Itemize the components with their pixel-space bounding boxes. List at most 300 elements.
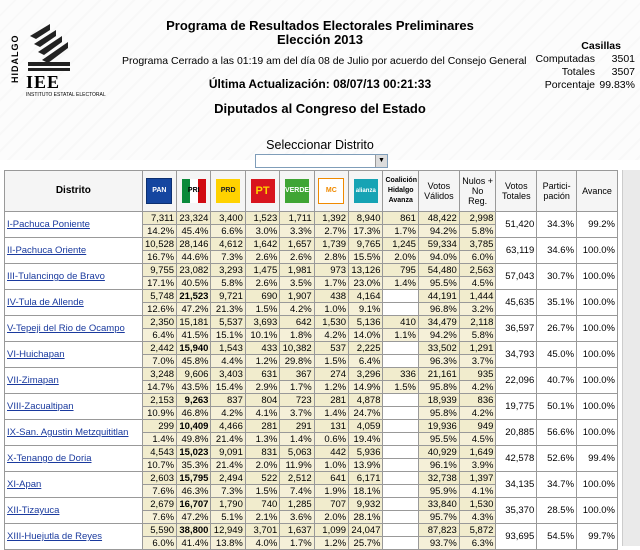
vote-cell: 5,872 — [459, 524, 496, 537]
percent-cell: 95.7% — [418, 511, 459, 524]
percent-cell: 3.5% — [280, 277, 314, 290]
vote-cell: 32,738 — [418, 472, 459, 485]
progress-cell: 100.0% — [577, 264, 618, 290]
percent-cell: 7.6% — [142, 485, 176, 498]
progress-cell: 100.0% — [577, 498, 618, 524]
participation-cell: 30.7% — [537, 264, 577, 290]
col-prd — [211, 171, 245, 212]
district-link[interactable]: V-Tepeji del Rio de Ocampo — [7, 323, 125, 334]
total-votes-cell: 57,043 — [496, 264, 537, 290]
vote-cell: 299 — [142, 420, 176, 433]
percent-cell: 1.7% — [383, 225, 418, 238]
vote-cell: 723 — [280, 394, 314, 407]
percent-cell — [383, 485, 418, 498]
percent-cell: 6.0% — [142, 537, 176, 550]
progress-cell: 100.0% — [577, 290, 618, 316]
vote-cell: 3,293 — [211, 264, 245, 277]
vote-cell: 1,397 — [459, 472, 496, 485]
vote-cell: 15,795 — [177, 472, 211, 485]
percent-cell: 4.0% — [245, 537, 279, 550]
district-link[interactable]: X-Tenango de Doria — [7, 453, 92, 464]
percent-cell: 4.2% — [459, 381, 496, 394]
col-nueva-alianza — [349, 171, 383, 212]
district-link[interactable]: I-Pachuca Poniente — [7, 219, 90, 230]
district-select[interactable] — [255, 154, 388, 168]
vote-cell: 54,480 — [418, 264, 459, 277]
vote-cell: 12,949 — [211, 524, 245, 537]
last-update: Última Actualización: 08/07/13 00:21:33 — [208, 77, 432, 91]
district-link-cell — [5, 316, 143, 342]
percent-cell: 15.5% — [349, 251, 383, 264]
vote-cell: 23,082 — [177, 264, 211, 277]
vote-cell: 24,047 — [349, 524, 383, 537]
percent-cell — [383, 537, 418, 550]
percent-cell: 7.0% — [142, 355, 176, 368]
participation-cell: 45.0% — [537, 342, 577, 368]
vote-cell: 631 — [245, 368, 279, 381]
vote-cell: 281 — [314, 394, 348, 407]
percent-cell: 1.2% — [314, 381, 348, 394]
vote-cell — [383, 498, 418, 511]
vote-cell: 2,603 — [142, 472, 176, 485]
percent-cell: 5.8% — [459, 225, 496, 238]
table-row — [5, 212, 618, 225]
col-totales: Votos Totales — [496, 171, 537, 212]
progress-cell: 100.0% — [577, 238, 618, 264]
vote-cell: 973 — [314, 264, 348, 277]
vote-cell: 291 — [280, 420, 314, 433]
percent-cell: 2.6% — [245, 277, 279, 290]
vote-cell: 1,285 — [280, 498, 314, 511]
percent-cell: 16.7% — [142, 251, 176, 264]
col-verde — [280, 171, 314, 212]
vote-cell: 15,181 — [177, 316, 211, 329]
vote-cell: 48,422 — [418, 212, 459, 225]
percent-cell: 4.2% — [280, 303, 314, 316]
alianza-logo-icon: alianza — [354, 179, 378, 203]
percent-cell: 35.3% — [177, 459, 211, 472]
table-row — [5, 498, 618, 511]
percent-cell: 5.1% — [211, 511, 245, 524]
district-link[interactable]: VI-Huichapan — [7, 349, 65, 360]
percent-cell: 96.3% — [418, 355, 459, 368]
percent-cell: 14.2% — [142, 225, 176, 238]
progress-cell: 99.4% — [577, 446, 618, 472]
vote-cell: 740 — [245, 498, 279, 511]
percent-cell: 2.1% — [245, 511, 279, 524]
vote-cell: 2,512 — [280, 472, 314, 485]
progress-cell: 100.0% — [577, 472, 618, 498]
table-row — [5, 368, 618, 381]
percent-cell: 46.3% — [177, 485, 211, 498]
percent-cell: 15.1% — [211, 329, 245, 342]
progress-cell: 99.7% — [577, 524, 618, 550]
percent-cell — [383, 433, 418, 446]
percent-cell: 3.9% — [459, 459, 496, 472]
casillas-label: Computadas — [535, 53, 595, 65]
percent-cell: 11.9% — [280, 459, 314, 472]
vote-cell: 15,023 — [177, 446, 211, 459]
district-link[interactable]: II-Pachuca Oriente — [7, 245, 87, 256]
total-votes-cell: 34,793 — [496, 342, 537, 368]
total-votes-cell: 34,135 — [496, 472, 537, 498]
vote-cell: 795 — [383, 264, 418, 277]
vertical-scrollbar[interactable] — [622, 170, 640, 546]
district-link-cell — [5, 290, 143, 316]
participation-cell: 35.1% — [537, 290, 577, 316]
vote-cell: 3,693 — [245, 316, 279, 329]
percent-cell: 1.5% — [383, 381, 418, 394]
percent-cell: 95.5% — [418, 277, 459, 290]
casillas-row — [530, 79, 635, 91]
progress-cell: 100.0% — [577, 316, 618, 342]
district-link-cell — [5, 394, 143, 420]
percent-cell: 21.4% — [211, 459, 245, 472]
total-votes-cell: 51,420 — [496, 212, 537, 238]
casillas-row — [530, 66, 635, 78]
percent-cell: 44.6% — [177, 251, 211, 264]
district-link[interactable]: XIII-Huejutla de Reyes — [7, 531, 103, 542]
percent-cell: 40.5% — [177, 277, 211, 290]
vote-cell: 1,291 — [459, 342, 496, 355]
progress-cell: 100.0% — [577, 420, 618, 446]
vote-cell: 1,739 — [314, 238, 348, 251]
percent-cell: 28.1% — [349, 511, 383, 524]
vote-cell: 2,153 — [142, 394, 176, 407]
logo-state-text: HIDALGO — [10, 34, 20, 84]
progress-cell: 100.0% — [577, 368, 618, 394]
vote-cell: 1,530 — [314, 316, 348, 329]
percent-cell: 17.3% — [349, 225, 383, 238]
vote-cell — [383, 420, 418, 433]
col-avance: Avance — [577, 171, 618, 212]
vote-cell: 13,126 — [349, 264, 383, 277]
vote-cell: 2,998 — [459, 212, 496, 225]
percent-cell: 3.3% — [280, 225, 314, 238]
vote-cell: 438 — [314, 290, 348, 303]
casillas-label: Totales — [561, 66, 595, 78]
vote-cell: 33,502 — [418, 342, 459, 355]
percent-cell: 10.1% — [245, 329, 279, 342]
casillas-value: 99.83% — [599, 79, 635, 91]
vote-cell: 2,563 — [459, 264, 496, 277]
vote-cell: 949 — [459, 420, 496, 433]
page-title: Programa de Resultados Electorales Preliminares — [166, 18, 474, 33]
vote-cell: 9,091 — [211, 446, 245, 459]
participation-cell: 40.7% — [537, 368, 577, 394]
progress-cell: 99.2% — [577, 212, 618, 238]
vote-cell: 19,936 — [418, 420, 459, 433]
col-participacion: Partici- pación — [537, 171, 577, 212]
col-pt — [245, 171, 279, 212]
vote-cell: 4,059 — [349, 420, 383, 433]
casillas-value: 3507 — [611, 66, 635, 78]
percent-cell: 0.6% — [314, 433, 348, 446]
percent-cell: 7.4% — [280, 485, 314, 498]
progress-cell: 100.0% — [577, 342, 618, 368]
closed-note: Programa Cerrado a las 01:19 am del día 08 de Julio por acuerdo del Consejo General — [122, 55, 527, 67]
table-row — [5, 238, 618, 251]
total-votes-cell: 35,370 — [496, 498, 537, 524]
vote-cell: 10,409 — [177, 420, 211, 433]
vote-cell: 5,590 — [142, 524, 176, 537]
percent-cell: 1.1% — [383, 329, 418, 342]
percent-cell: 47.2% — [177, 511, 211, 524]
district-link-cell — [5, 368, 143, 394]
district-link[interactable]: IX-San. Agustin Metzquititlan — [7, 427, 129, 438]
col-nulos: Nulos + No Reg. — [459, 171, 496, 212]
vote-cell: 522 — [245, 472, 279, 485]
casillas-summary — [530, 40, 635, 91]
percent-cell: 7.6% — [142, 511, 176, 524]
percent-cell: 1.5% — [245, 303, 279, 316]
vote-cell: 21,523 — [177, 290, 211, 303]
percent-cell: 14.9% — [349, 381, 383, 394]
percent-cell: 19.4% — [349, 433, 383, 446]
percent-cell: 4.2% — [211, 407, 245, 420]
percent-cell: 1.4% — [280, 433, 314, 446]
percent-cell: 4.4% — [211, 355, 245, 368]
percent-cell: 96.8% — [418, 303, 459, 316]
vote-cell: 1,444 — [459, 290, 496, 303]
participation-cell: 28.5% — [537, 498, 577, 524]
vote-cell: 1,475 — [245, 264, 279, 277]
percent-cell: 3.7% — [459, 355, 496, 368]
percent-cell: 1.7% — [280, 381, 314, 394]
vote-cell: 1,981 — [280, 264, 314, 277]
percent-cell: 13.8% — [211, 537, 245, 550]
percent-cell: 1.3% — [245, 433, 279, 446]
col-validos: Votos Válidos — [418, 171, 459, 212]
district-link-cell — [5, 264, 143, 290]
vote-cell: 4,543 — [142, 446, 176, 459]
percent-cell: 14.7% — [142, 381, 176, 394]
percent-cell: 6.4% — [349, 355, 383, 368]
table-row — [5, 394, 618, 407]
percent-cell: 4.3% — [459, 511, 496, 524]
percent-cell: 7.3% — [211, 251, 245, 264]
percent-cell: 5.8% — [211, 277, 245, 290]
vote-cell: 836 — [459, 394, 496, 407]
percent-cell: 23.0% — [349, 277, 383, 290]
district-link[interactable]: XII-Tizayuca — [7, 505, 60, 516]
percent-cell: 3.6% — [280, 511, 314, 524]
percent-cell: 4.1% — [245, 407, 279, 420]
percent-cell — [383, 355, 418, 368]
vote-cell: 4,878 — [349, 394, 383, 407]
percent-cell: 2.6% — [245, 251, 279, 264]
vote-cell: 1,907 — [280, 290, 314, 303]
percent-cell: 1.0% — [314, 303, 348, 316]
percent-cell: 29.8% — [280, 355, 314, 368]
vote-cell: 3,701 — [245, 524, 279, 537]
percent-cell: 43.5% — [177, 381, 211, 394]
vote-cell: 28,146 — [177, 238, 211, 251]
district-link[interactable]: VIII-Zacualtipan — [7, 401, 74, 412]
percent-cell: 46.8% — [177, 407, 211, 420]
percent-cell: 9.1% — [349, 303, 383, 316]
vote-cell: 3,400 — [211, 212, 245, 225]
vote-cell — [383, 472, 418, 485]
vote-cell: 3,248 — [142, 368, 176, 381]
percent-cell: 1.7% — [314, 277, 348, 290]
vote-cell — [383, 290, 418, 303]
vote-cell: 1,523 — [245, 212, 279, 225]
table-row — [5, 264, 618, 277]
col-pri — [177, 171, 211, 212]
vote-cell: 59,334 — [418, 238, 459, 251]
results-table — [4, 170, 618, 550]
percent-cell: 4.5% — [459, 277, 496, 290]
vote-cell: 3,785 — [459, 238, 496, 251]
percent-cell: 6.6% — [211, 225, 245, 238]
percent-cell: 96.1% — [418, 459, 459, 472]
prd-logo-icon: PRD — [216, 179, 240, 203]
vote-cell — [383, 394, 418, 407]
percent-cell: 1.0% — [314, 459, 348, 472]
vote-cell: 8,940 — [349, 212, 383, 225]
vote-cell: 9,721 — [211, 290, 245, 303]
participation-cell: 52.6% — [537, 446, 577, 472]
table-row — [5, 472, 618, 485]
casillas-row — [530, 53, 635, 65]
percent-cell: 21.3% — [211, 303, 245, 316]
total-votes-cell: 63,119 — [496, 238, 537, 264]
percent-cell: 21.4% — [211, 433, 245, 446]
percent-cell: 95.8% — [418, 407, 459, 420]
vote-cell: 23,324 — [177, 212, 211, 225]
vote-cell: 9,765 — [349, 238, 383, 251]
percent-cell: 18.1% — [349, 485, 383, 498]
vote-cell: 18,939 — [418, 394, 459, 407]
district-link[interactable]: IV-Tula de Allende — [7, 297, 84, 308]
vote-cell: 3,296 — [349, 368, 383, 381]
vote-cell: 2,442 — [142, 342, 176, 355]
district-selector-label: Seleccionar Distrito — [266, 138, 374, 152]
vote-cell: 935 — [459, 368, 496, 381]
percent-cell: 10.9% — [142, 407, 176, 420]
vote-cell: 2,225 — [349, 342, 383, 355]
percent-cell: 41.4% — [177, 537, 211, 550]
percent-cell: 2.0% — [314, 511, 348, 524]
vote-cell: 1,649 — [459, 446, 496, 459]
total-votes-cell: 36,597 — [496, 316, 537, 342]
table-row — [5, 446, 618, 459]
vote-cell: 16,707 — [177, 498, 211, 511]
vote-cell: 1,530 — [459, 498, 496, 511]
percent-cell: 95.8% — [418, 381, 459, 394]
participation-cell: 34.3% — [537, 212, 577, 238]
participation-cell: 56.6% — [537, 420, 577, 446]
district-link[interactable]: III-Tulancingo de Bravo — [7, 271, 105, 282]
percent-cell: 3.0% — [245, 225, 279, 238]
participation-cell: 54.5% — [537, 524, 577, 550]
vote-cell: 537 — [314, 342, 348, 355]
vote-cell: 336 — [383, 368, 418, 381]
percent-cell: 3.7% — [280, 407, 314, 420]
chevron-down-icon[interactable]: ▼ — [375, 155, 387, 167]
percent-cell: 17.1% — [142, 277, 176, 290]
percent-cell: 2.0% — [383, 251, 418, 264]
vote-cell: 10,528 — [142, 238, 176, 251]
page-subtitle: Elección 2013 — [277, 32, 363, 47]
percent-cell: 3.2% — [459, 303, 496, 316]
vote-cell: 1,637 — [280, 524, 314, 537]
district-link-cell — [5, 342, 143, 368]
percent-cell: 14.0% — [349, 329, 383, 342]
vote-cell: 21,161 — [418, 368, 459, 381]
district-link[interactable]: VII-Zimapan — [7, 375, 59, 386]
percent-cell: 4.2% — [459, 407, 496, 420]
vote-cell: 2,679 — [142, 498, 176, 511]
district-link-cell — [5, 420, 143, 446]
percent-cell: 6.3% — [459, 537, 496, 550]
vote-cell: 5,136 — [349, 316, 383, 329]
vote-cell: 9,263 — [177, 394, 211, 407]
vote-cell: 5,537 — [211, 316, 245, 329]
district-link-cell — [5, 472, 143, 498]
percent-cell: 25.7% — [349, 537, 383, 550]
participation-cell: 50.1% — [537, 394, 577, 420]
percent-cell: 1.5% — [314, 355, 348, 368]
percent-cell — [383, 407, 418, 420]
percent-cell: 2.9% — [245, 381, 279, 394]
percent-cell: 2.0% — [245, 459, 279, 472]
district-link[interactable]: XI-Apan — [7, 479, 42, 490]
percent-cell: 47.2% — [177, 303, 211, 316]
table-row — [5, 524, 618, 537]
percent-cell: 4.5% — [459, 433, 496, 446]
vote-cell: 5,063 — [280, 446, 314, 459]
percent-cell: 2.6% — [280, 251, 314, 264]
pri-logo-icon: PRI — [182, 179, 206, 203]
logo-subtitle: INSTITUTO ESTATAL ELECTORAL — [26, 92, 106, 98]
percent-cell: 94.2% — [418, 329, 459, 342]
table-row — [5, 290, 618, 303]
percent-cell: 45.8% — [177, 355, 211, 368]
vote-cell: 2,350 — [142, 316, 176, 329]
percent-cell: 6.4% — [142, 329, 176, 342]
col-coalicion: Coalición Hidalgo Avanza — [383, 171, 418, 212]
vote-cell — [383, 342, 418, 355]
vote-cell: 87,823 — [418, 524, 459, 537]
vote-cell: 5,748 — [142, 290, 176, 303]
percent-cell: 24.7% — [349, 407, 383, 420]
table-row — [5, 316, 618, 329]
percent-cell: 1.5% — [245, 485, 279, 498]
vote-cell: 4,164 — [349, 290, 383, 303]
total-votes-cell: 20,885 — [496, 420, 537, 446]
total-votes-cell: 22,096 — [496, 368, 537, 394]
percent-cell — [383, 303, 418, 316]
participation-cell: 26.7% — [537, 316, 577, 342]
district-link-cell — [5, 238, 143, 264]
vote-cell: 642 — [280, 316, 314, 329]
table-row — [5, 420, 618, 433]
district-link-cell — [5, 212, 143, 238]
percent-cell: 6.0% — [459, 251, 496, 264]
percent-cell: 45.4% — [177, 225, 211, 238]
vote-cell: 3,403 — [211, 368, 245, 381]
percent-cell: 4.2% — [314, 329, 348, 342]
vote-cell: 7,311 — [142, 212, 176, 225]
vote-cell: 804 — [245, 394, 279, 407]
vote-cell: 131 — [314, 420, 348, 433]
col-mc — [314, 171, 348, 212]
vote-cell: 4,466 — [211, 420, 245, 433]
vote-cell: 6,171 — [349, 472, 383, 485]
vote-cell: 1,657 — [280, 238, 314, 251]
